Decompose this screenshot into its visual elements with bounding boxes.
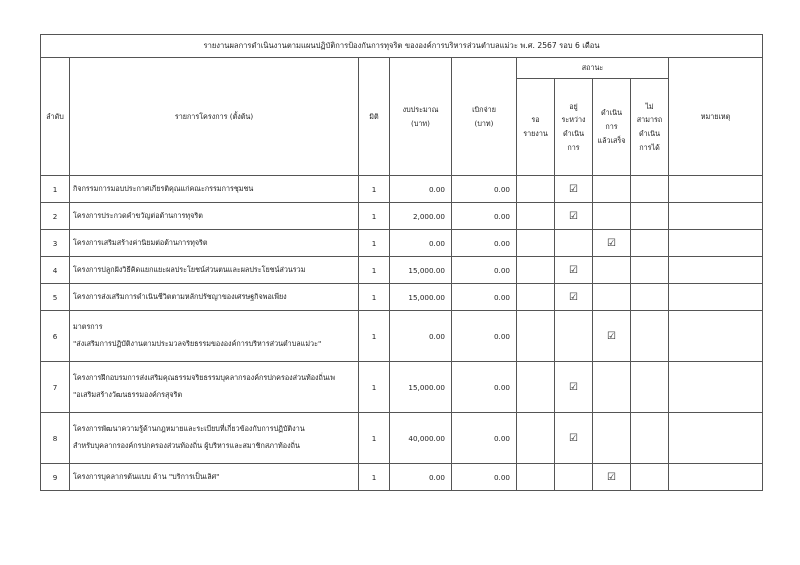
project-name-line-1: โครงการปลูกฝังวิธีคิดแยกแยะผลประโยชน์ส่วนตนและผลประโยชน์ส่วนรวม (73, 264, 306, 274)
header-status-unable-line-1: ไม่ (645, 101, 654, 111)
dimension: 1 (359, 413, 390, 464)
status-completed (593, 362, 631, 413)
status-unable (631, 176, 669, 203)
header-budget-line-1: งบประมาณ (402, 104, 439, 114)
header-status-unable (631, 79, 669, 176)
status-in-progress (555, 362, 593, 413)
dimension: 1 (359, 257, 390, 284)
project-name-line-1: โครงการเสริมสร้างค่านิยมต่อต้านการทุจริต (73, 237, 208, 247)
header-status-in-progress-line-3: ดำเนิน (563, 129, 584, 138)
budget-amount: 0.00 (390, 230, 452, 257)
table-row (41, 362, 763, 413)
header-status-unable-line-2: สามารถ (636, 115, 663, 125)
project-name (70, 176, 359, 203)
project-name-line-1: โครงการฝึกอบรมการส่งเสริมคุณธรรมจริยธรรมบุคลากรองค์กรปกครองส่วนท้องถิ่นเพ (73, 373, 336, 383)
row-number: 8 (41, 413, 70, 464)
table-row (41, 464, 763, 491)
header-project-name: รายการโครงการ (ตั้งต้น) (70, 58, 359, 176)
status-completed (593, 464, 631, 491)
status-waiting (517, 203, 555, 230)
check-box-icon: ☑ (569, 264, 578, 276)
table-row (41, 257, 763, 284)
dimension: 1 (359, 230, 390, 257)
remark (669, 464, 763, 491)
row-number: 6 (41, 311, 70, 362)
status-waiting (517, 257, 555, 284)
status-completed (593, 413, 631, 464)
spent-amount: 0.00 (452, 413, 517, 464)
table-row (41, 413, 763, 464)
header-status-in-progress-line-2: ระหว่าง (561, 115, 586, 125)
spent-amount: 0.00 (452, 362, 517, 413)
report-body (41, 176, 763, 491)
project-name (70, 413, 359, 464)
status-in-progress (555, 464, 593, 491)
header-status-completed-line-1: ดำเนิน (601, 108, 622, 118)
header-status-completed-line-2: การ (605, 122, 618, 132)
check-box-icon: ☑ (607, 237, 616, 249)
row-number: 9 (41, 464, 70, 491)
header-status-in-progress (555, 79, 593, 176)
header-status: สถานะ (517, 58, 669, 79)
budget-amount: 0.00 (390, 464, 452, 491)
project-name (70, 362, 359, 413)
status-completed (593, 284, 631, 311)
header-spent (452, 58, 517, 176)
header-dimension: มิติ (359, 58, 390, 176)
status-completed (593, 176, 631, 203)
header-no: ลำดับ (41, 58, 70, 176)
table-row (41, 203, 763, 230)
row-number: 1 (41, 176, 70, 203)
table-row (41, 311, 763, 362)
dimension: 1 (359, 464, 390, 491)
remark (669, 311, 763, 362)
remark (669, 413, 763, 464)
header-budget (390, 58, 452, 176)
remark (669, 230, 763, 257)
status-unable (631, 230, 669, 257)
status-in-progress (555, 284, 593, 311)
header-status-completed-line-3: แล้วเสร็จ (597, 135, 626, 145)
report-title: รายงานผลการดำเนินงานตามแผนปฏิบัติการป้องกันการทุจริต ขององค์การบริหารส่วนตำบลแม่วะ พ.ศ. 2567 รอบ 6 เดือน (41, 35, 763, 58)
project-name-line-1: โครงการบุคลากรต้นแบบ ด้าน "บริการเป็นเลิศ" (73, 471, 220, 481)
spent-amount: 0.00 (452, 176, 517, 203)
status-waiting (517, 413, 555, 464)
header-status-unable-line-4: การได้ (639, 142, 660, 152)
spent-amount: 0.00 (452, 464, 517, 491)
check-box-icon: ☑ (569, 210, 578, 222)
budget-amount: 0.00 (390, 311, 452, 362)
project-name-line-2: "อเสริมสร้างวัฒนธรรมองค์กรสุจริต (73, 390, 183, 399)
project-name (70, 257, 359, 284)
status-waiting (517, 284, 555, 311)
row-number: 2 (41, 203, 70, 230)
dimension: 1 (359, 203, 390, 230)
check-box-icon: ☑ (607, 330, 616, 342)
status-unable (631, 311, 669, 362)
project-name-line-2: สำหรับบุคลากรองค์กรปกครองส่วนท้องถิ่น ผู้บริหารและสมาชิกสภาท้องถิ่น (73, 441, 300, 450)
dimension: 1 (359, 176, 390, 203)
check-box-icon: ☑ (569, 183, 578, 195)
report-table (40, 34, 763, 491)
project-name (70, 284, 359, 311)
budget-amount: 15,000.00 (390, 362, 452, 413)
status-waiting (517, 176, 555, 203)
check-box-icon: ☑ (569, 291, 578, 303)
remark (669, 284, 763, 311)
status-unable (631, 362, 669, 413)
budget-amount: 15,000.00 (390, 284, 452, 311)
project-name-line-1: โครงการส่งเสริมการดำเนินชีวิตตามหลักปรัชญาของเศรษฐกิจพอเพียง (73, 291, 287, 301)
status-completed (593, 230, 631, 257)
project-name (70, 230, 359, 257)
remark (669, 257, 763, 284)
budget-amount: 2,000.00 (390, 203, 452, 230)
spent-amount: 0.00 (452, 230, 517, 257)
header-spent-line-1: เบิกจ่าย (472, 104, 496, 114)
status-in-progress (555, 257, 593, 284)
header-budget-line-2: (บาท) (411, 118, 430, 128)
check-box-icon: ☑ (569, 381, 578, 393)
header-status-waiting-line-1: รอ (531, 115, 540, 125)
row-number: 3 (41, 230, 70, 257)
remark (669, 203, 763, 230)
spent-amount: 0.00 (452, 284, 517, 311)
project-name-line-1: มาตรการ (73, 322, 103, 332)
header-remark: หมายเหตุ (669, 58, 763, 176)
status-completed (593, 257, 631, 284)
spent-amount: 0.00 (452, 311, 517, 362)
status-unable (631, 413, 669, 464)
table-row (41, 230, 763, 257)
header-spent-line-2: (บาท) (474, 118, 494, 128)
status-in-progress (555, 230, 593, 257)
header-status-unable-line-3: ดำเนิน (639, 129, 660, 138)
status-unable (631, 464, 669, 491)
project-name-line-2: "ส่งเสริมการปฏิบัติงานตามประมวลจริยธรรมขององค์การบริหารส่วนตำบลแม่วะ" (73, 339, 322, 348)
header-status-in-progress-line-1: อยู่ (569, 101, 578, 111)
status-unable (631, 257, 669, 284)
remark (669, 362, 763, 413)
budget-amount: 40,000.00 (390, 413, 452, 464)
dimension: 1 (359, 362, 390, 413)
status-waiting (517, 311, 555, 362)
status-completed (593, 311, 631, 362)
status-unable (631, 203, 669, 230)
spent-amount: 0.00 (452, 257, 517, 284)
status-waiting (517, 464, 555, 491)
check-box-icon: ☑ (607, 471, 616, 483)
project-name-line-1: กิจกรรมการมอบประกาศเกียรติคุณแก่คณะกรรมการชุมชน (73, 183, 254, 193)
header-status-waiting-line-2: รายงาน (523, 129, 548, 138)
status-in-progress (555, 413, 593, 464)
project-name (70, 311, 359, 362)
remark (669, 176, 763, 203)
status-in-progress (555, 176, 593, 203)
row-number: 7 (41, 362, 70, 413)
project-name-line-1: โครงการประกวดคำขวัญต่อต้านการทุจริต (73, 210, 203, 220)
project-name (70, 203, 359, 230)
status-in-progress (555, 203, 593, 230)
status-waiting (517, 230, 555, 257)
project-name-line-1: โครงการพัฒนาความรู้ด้านกฎหมายและระเบียบที่เกี่ยวข้องกับการปฏิบัติงาน (73, 424, 305, 434)
budget-amount: 0.00 (390, 176, 452, 203)
table-row (41, 284, 763, 311)
header-status-waiting (517, 79, 555, 176)
row-number: 4 (41, 257, 70, 284)
header-status-completed (593, 79, 631, 176)
project-name (70, 464, 359, 491)
budget-amount: 15,000.00 (390, 257, 452, 284)
spent-amount: 0.00 (452, 203, 517, 230)
status-waiting (517, 362, 555, 413)
status-in-progress (555, 311, 593, 362)
check-box-icon: ☑ (569, 432, 578, 444)
table-row (41, 176, 763, 203)
row-number: 5 (41, 284, 70, 311)
status-completed (593, 203, 631, 230)
status-unable (631, 284, 669, 311)
dimension: 1 (359, 284, 390, 311)
dimension: 1 (359, 311, 390, 362)
header-status-in-progress-line-4: การ (567, 142, 580, 152)
